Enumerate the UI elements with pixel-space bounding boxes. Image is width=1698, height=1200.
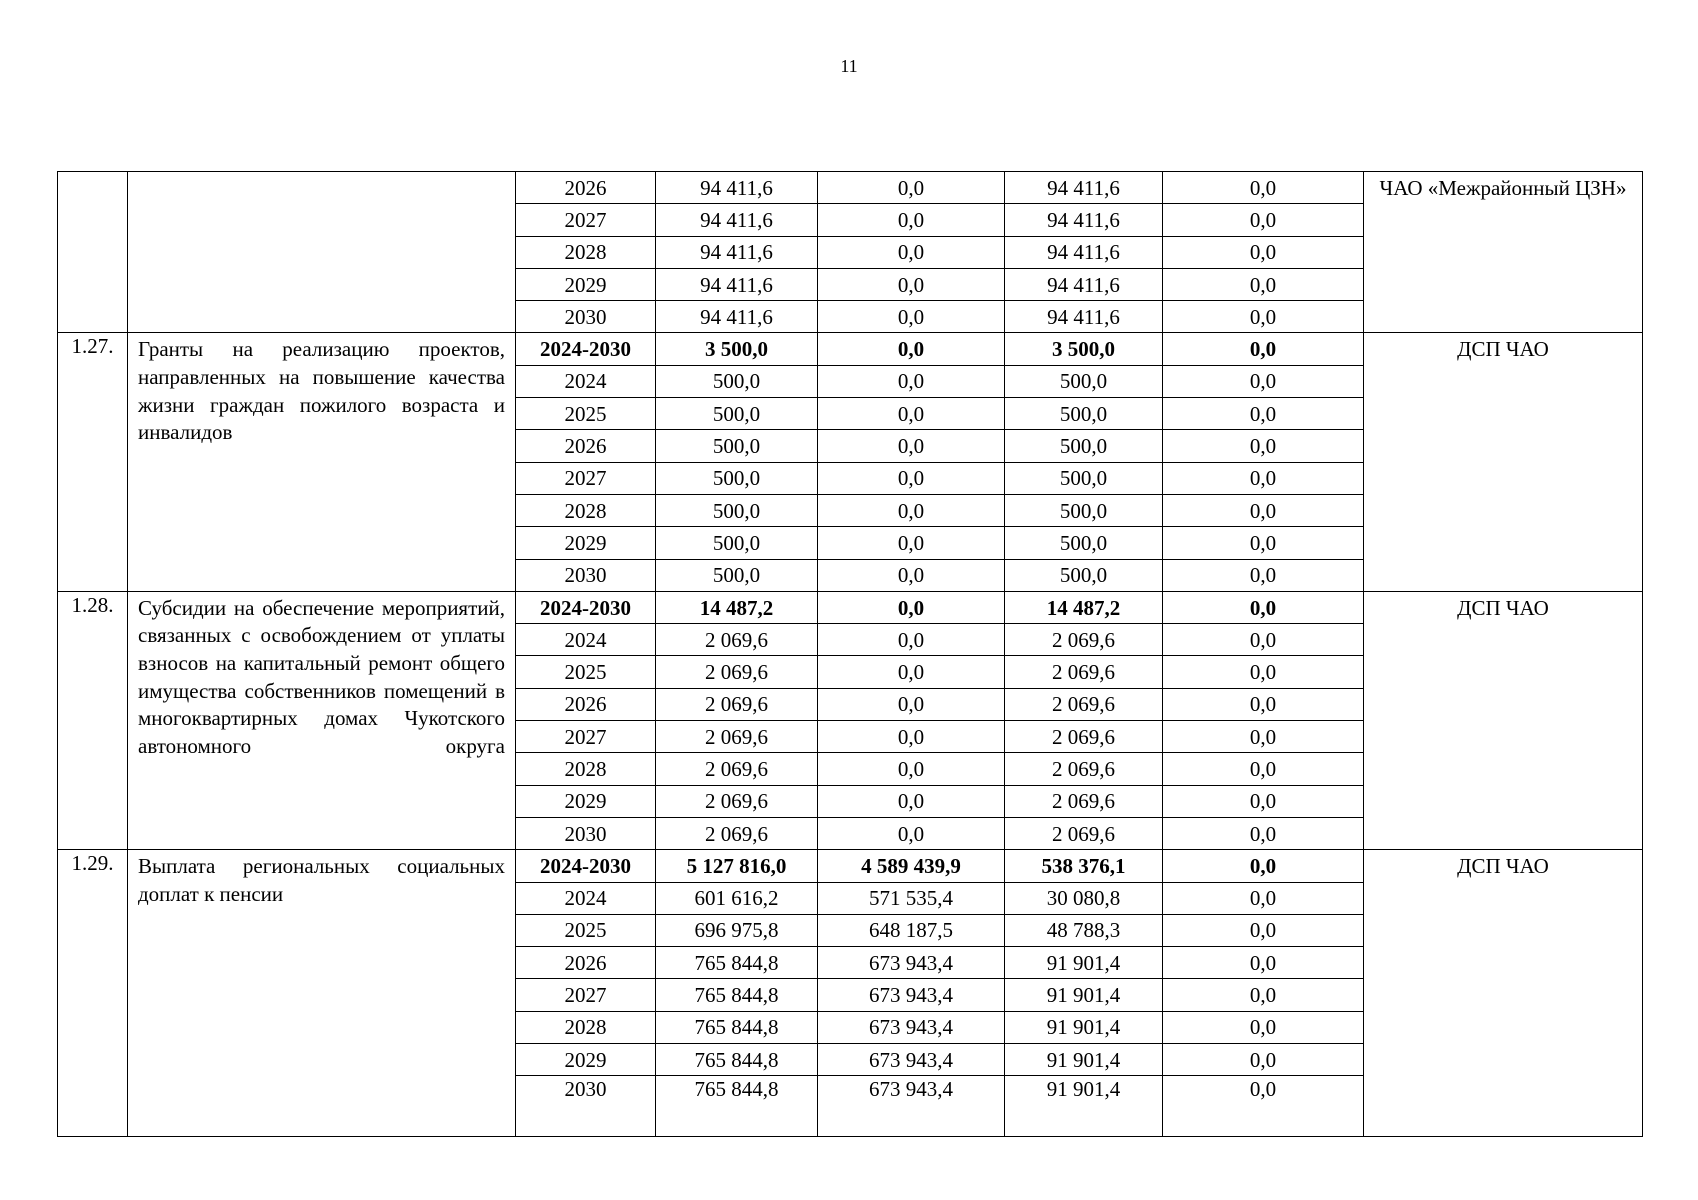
other-cell: 0,0 <box>1163 559 1364 591</box>
federal-cell: 0,0 <box>818 559 1005 591</box>
regional-cell: 3 500,0 <box>1005 333 1163 365</box>
other-cell: 0,0 <box>1163 365 1364 397</box>
federal-cell: 0,0 <box>818 172 1005 204</box>
year-cell: 2030 <box>516 817 656 849</box>
federal-cell: 571 535,4 <box>818 882 1005 914</box>
year-cell: 2028 <box>516 1011 656 1043</box>
total-cell: 94 411,6 <box>656 204 818 236</box>
executor-cell: ДСП ЧАО <box>1364 850 1643 1137</box>
total-cell: 500,0 <box>656 398 818 430</box>
federal-cell: 0,0 <box>818 624 1005 656</box>
total-cell: 3 500,0 <box>656 333 818 365</box>
federal-cell: 0,0 <box>818 365 1005 397</box>
regional-cell: 91 901,4 <box>1005 1076 1163 1137</box>
other-cell: 0,0 <box>1163 1011 1364 1043</box>
federal-cell: 673 943,4 <box>818 1044 1005 1076</box>
total-cell: 500,0 <box>656 462 818 494</box>
other-cell: 0,0 <box>1163 398 1364 430</box>
other-cell: 0,0 <box>1163 527 1364 559</box>
other-cell: 0,0 <box>1163 333 1364 365</box>
year-cell: 2028 <box>516 494 656 526</box>
other-cell: 0,0 <box>1163 1044 1364 1076</box>
total-cell: 94 411,6 <box>656 268 818 300</box>
regional-cell: 2 069,6 <box>1005 817 1163 849</box>
regional-cell: 94 411,6 <box>1005 172 1163 204</box>
other-cell: 0,0 <box>1163 947 1364 979</box>
year-cell: 2028 <box>516 753 656 785</box>
regional-cell: 2 069,6 <box>1005 753 1163 785</box>
year-cell: 2027 <box>516 204 656 236</box>
other-cell: 0,0 <box>1163 914 1364 946</box>
total-cell: 765 844,8 <box>656 1044 818 1076</box>
measure-name-cell: Гранты на реализацию проектов, направленных на повышение качества жизни граждан пожилого возраста и инвалидов <box>128 333 516 591</box>
regional-cell: 500,0 <box>1005 559 1163 591</box>
table-row-total <box>58 850 1643 882</box>
year-cell: 2024-2030 <box>516 591 656 623</box>
measure-number-cell: 1.28. <box>58 591 128 849</box>
regional-cell: 94 411,6 <box>1005 301 1163 333</box>
federal-cell: 0,0 <box>818 301 1005 333</box>
federal-cell: 673 943,4 <box>818 947 1005 979</box>
total-cell: 2 069,6 <box>656 785 818 817</box>
year-cell: 2024 <box>516 624 656 656</box>
year-cell: 2027 <box>516 462 656 494</box>
federal-cell: 0,0 <box>818 398 1005 430</box>
year-cell: 2028 <box>516 236 656 268</box>
year-cell: 2024 <box>516 882 656 914</box>
federal-cell: 0,0 <box>818 236 1005 268</box>
measure-name-cell: Субсидии на обеспечение мероприятий, связанных с освобождением от уплаты взносов на капитальный ремонт общего имущества собственников помещений в многоквартирных домах Чукотского автономного округа <box>128 591 516 849</box>
other-cell: 0,0 <box>1163 172 1364 204</box>
total-cell: 765 844,8 <box>656 1011 818 1043</box>
year-cell: 2025 <box>516 656 656 688</box>
federal-cell: 0,0 <box>818 430 1005 462</box>
regional-cell: 2 069,6 <box>1005 721 1163 753</box>
year-cell: 2026 <box>516 947 656 979</box>
other-cell: 0,0 <box>1163 624 1364 656</box>
other-cell: 0,0 <box>1163 204 1364 236</box>
year-cell: 2025 <box>516 914 656 946</box>
other-cell: 0,0 <box>1163 656 1364 688</box>
regional-cell: 14 487,2 <box>1005 591 1163 623</box>
regional-cell: 91 901,4 <box>1005 947 1163 979</box>
other-cell: 0,0 <box>1163 1076 1364 1137</box>
total-cell: 500,0 <box>656 559 818 591</box>
total-cell: 601 616,2 <box>656 882 818 914</box>
total-cell: 14 487,2 <box>656 591 818 623</box>
year-cell: 2029 <box>516 527 656 559</box>
regional-cell: 94 411,6 <box>1005 204 1163 236</box>
funding-table <box>57 171 1643 1137</box>
regional-cell: 2 069,6 <box>1005 688 1163 720</box>
federal-cell: 673 943,4 <box>818 979 1005 1011</box>
other-cell: 0,0 <box>1163 979 1364 1011</box>
year-cell: 2030 <box>516 1076 656 1137</box>
year-cell: 2024-2030 <box>516 850 656 882</box>
year-cell: 2027 <box>516 721 656 753</box>
measure-number-cell: 1.27. <box>58 333 128 591</box>
other-cell: 0,0 <box>1163 236 1364 268</box>
other-cell: 0,0 <box>1163 850 1364 882</box>
total-cell: 500,0 <box>656 430 818 462</box>
regional-cell: 538 376,1 <box>1005 850 1163 882</box>
federal-cell: 0,0 <box>818 753 1005 785</box>
other-cell: 0,0 <box>1163 494 1364 526</box>
other-cell: 0,0 <box>1163 882 1364 914</box>
federal-cell: 0,0 <box>818 462 1005 494</box>
year-cell: 2030 <box>516 301 656 333</box>
other-cell: 0,0 <box>1163 430 1364 462</box>
other-cell: 0,0 <box>1163 688 1364 720</box>
regional-cell: 2 069,6 <box>1005 624 1163 656</box>
federal-cell: 0,0 <box>818 494 1005 526</box>
year-cell: 2026 <box>516 172 656 204</box>
regional-cell: 91 901,4 <box>1005 1044 1163 1076</box>
total-cell: 2 069,6 <box>656 624 818 656</box>
other-cell: 0,0 <box>1163 462 1364 494</box>
page-number: 11 <box>840 56 858 76</box>
other-cell: 0,0 <box>1163 817 1364 849</box>
table-row <box>58 172 1643 204</box>
total-cell: 765 844,8 <box>656 979 818 1011</box>
table-row-total <box>58 591 1643 623</box>
federal-cell: 673 943,4 <box>818 1011 1005 1043</box>
total-cell: 2 069,6 <box>656 817 818 849</box>
total-cell: 2 069,6 <box>656 721 818 753</box>
total-cell: 696 975,8 <box>656 914 818 946</box>
regional-cell: 48 788,3 <box>1005 914 1163 946</box>
regional-cell: 2 069,6 <box>1005 785 1163 817</box>
year-cell: 2029 <box>516 1044 656 1076</box>
year-cell: 2029 <box>516 268 656 300</box>
executor-cell: ДСП ЧАО <box>1364 591 1643 849</box>
measure-name-cell: Выплата региональных социальных доплат к пенсии <box>128 850 516 1137</box>
federal-cell: 673 943,4 <box>818 1076 1005 1137</box>
federal-cell: 0,0 <box>818 527 1005 559</box>
year-cell: 2030 <box>516 559 656 591</box>
regional-cell: 500,0 <box>1005 398 1163 430</box>
total-cell: 500,0 <box>656 527 818 559</box>
federal-cell: 0,0 <box>818 204 1005 236</box>
year-cell: 2029 <box>516 785 656 817</box>
total-cell: 500,0 <box>656 365 818 397</box>
measure-number-cell: 1.29. <box>58 850 128 1137</box>
federal-cell: 0,0 <box>818 591 1005 623</box>
year-cell: 2024 <box>516 365 656 397</box>
regional-cell: 500,0 <box>1005 430 1163 462</box>
regional-cell: 2 069,6 <box>1005 656 1163 688</box>
table-row-total <box>58 333 1643 365</box>
federal-cell: 4 589 439,9 <box>818 850 1005 882</box>
regional-cell: 91 901,4 <box>1005 1011 1163 1043</box>
other-cell: 0,0 <box>1163 785 1364 817</box>
federal-cell: 0,0 <box>818 721 1005 753</box>
federal-cell: 0,0 <box>818 333 1005 365</box>
regional-cell: 500,0 <box>1005 365 1163 397</box>
total-cell: 2 069,6 <box>656 753 818 785</box>
total-cell: 500,0 <box>656 494 818 526</box>
year-cell: 2027 <box>516 979 656 1011</box>
executor-cell: ЧАО «Межрайонный ЦЗН» <box>1364 172 1643 333</box>
regional-cell: 94 411,6 <box>1005 268 1163 300</box>
regional-cell: 94 411,6 <box>1005 236 1163 268</box>
total-cell: 5 127 816,0 <box>656 850 818 882</box>
total-cell: 94 411,6 <box>656 172 818 204</box>
total-cell: 765 844,8 <box>656 1076 818 1137</box>
other-cell: 0,0 <box>1163 721 1364 753</box>
executor-cell: ДСП ЧАО <box>1364 333 1643 591</box>
year-cell: 2026 <box>516 688 656 720</box>
regional-cell: 500,0 <box>1005 494 1163 526</box>
federal-cell: 648 187,5 <box>818 914 1005 946</box>
measure-name-cell <box>128 172 516 333</box>
year-cell: 2025 <box>516 398 656 430</box>
total-cell: 94 411,6 <box>656 236 818 268</box>
total-cell: 2 069,6 <box>656 688 818 720</box>
regional-cell: 500,0 <box>1005 527 1163 559</box>
regional-cell: 30 080,8 <box>1005 882 1163 914</box>
regional-cell: 500,0 <box>1005 462 1163 494</box>
year-cell: 2026 <box>516 430 656 462</box>
total-cell: 765 844,8 <box>656 947 818 979</box>
federal-cell: 0,0 <box>818 688 1005 720</box>
other-cell: 0,0 <box>1163 591 1364 623</box>
total-cell: 94 411,6 <box>656 301 818 333</box>
federal-cell: 0,0 <box>818 268 1005 300</box>
other-cell: 0,0 <box>1163 268 1364 300</box>
regional-cell: 91 901,4 <box>1005 979 1163 1011</box>
measure-number-cell <box>58 172 128 333</box>
federal-cell: 0,0 <box>818 817 1005 849</box>
funding-table-body <box>58 172 1643 1137</box>
total-cell: 2 069,6 <box>656 656 818 688</box>
other-cell: 0,0 <box>1163 301 1364 333</box>
federal-cell: 0,0 <box>818 785 1005 817</box>
year-cell: 2024-2030 <box>516 333 656 365</box>
other-cell: 0,0 <box>1163 753 1364 785</box>
federal-cell: 0,0 <box>818 656 1005 688</box>
